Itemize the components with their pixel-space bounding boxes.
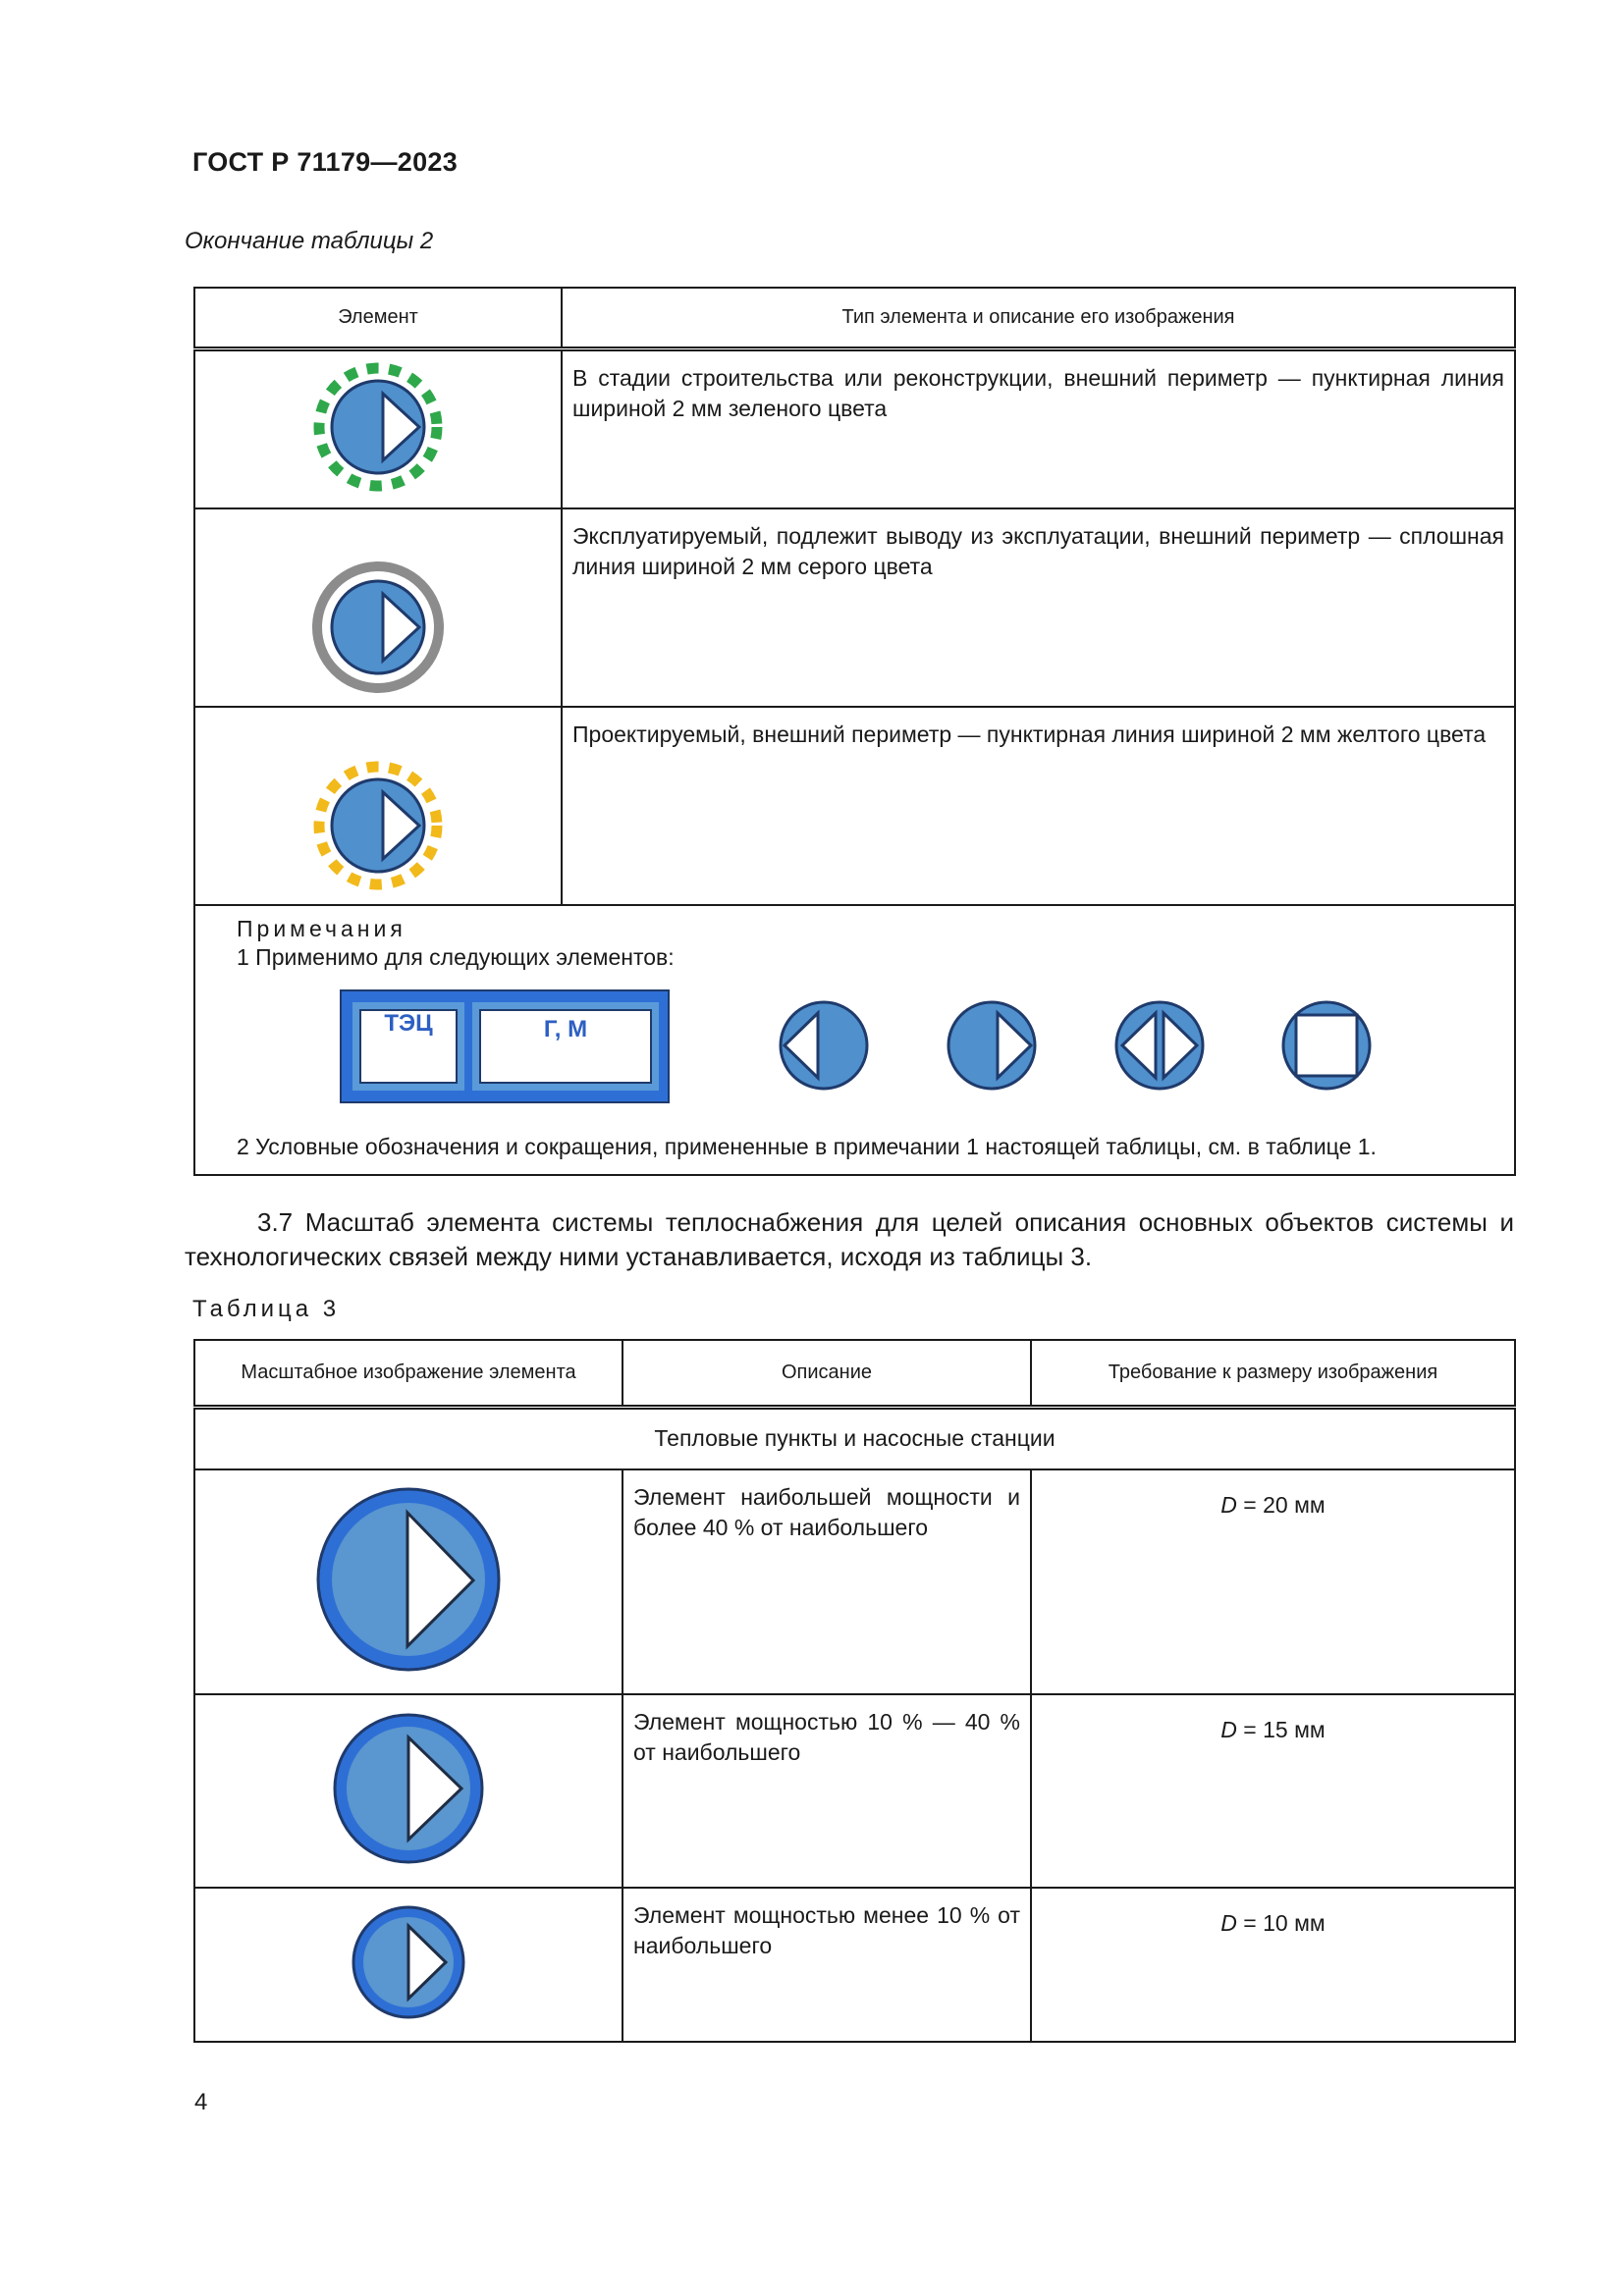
note-2: 2 Условные обозначения и сокращения, примененные в примечании 1 настоящей таблицы, см. в таблице 1. (237, 1134, 1377, 1159)
table3-image-cell (194, 1469, 623, 1694)
table2-icon-cell (194, 508, 562, 707)
table3-description: Элемент наибольшей мощности и более 40 % от наибольшего (623, 1469, 1031, 1694)
table3-header-image: Масштабное изображение элемента (194, 1340, 623, 1407)
square-circle-icon (1279, 998, 1374, 1093)
notes-title: Примечания (237, 916, 406, 941)
chp-label: ТЭЦ (384, 1010, 433, 1037)
table3-description: Элемент мощностью 10 % — 40 % от наибольшего (623, 1694, 1031, 1888)
table3-header-description: Описание (623, 1340, 1031, 1407)
table2-header-element: Элемент (194, 288, 562, 348)
table3-description: Элемент мощностью менее 10 % от наибольшего (623, 1888, 1031, 2042)
table2-icon-cell (194, 348, 562, 508)
table2-notes (194, 905, 1515, 1175)
table-row (194, 1469, 1515, 1694)
table3-section-heading: Тепловые пункты и насосные станции (194, 1407, 1515, 1469)
left-triangle-circle-icon (777, 998, 871, 1093)
paragraph-3-7: 3.7 Масштаб элемента системы теплоснабжения для целей описания основных объектов системы и технологических связей между ними устанавливается, исходя из таблицы 3. (185, 1207, 1514, 1271)
table3-header-requirement: Требование к размеру изображения (1031, 1340, 1515, 1407)
chp-block-icon (339, 988, 673, 1106)
table3-requirement: D = 15 мм (1031, 1694, 1515, 1888)
solid-gray-perimeter-icon (304, 554, 452, 701)
table2-description: Проектируемый, внешний периметр — пунктирная линия шириной 2 мм желтого цвета (562, 707, 1515, 905)
table3-requirement: D = 10 мм (1031, 1888, 1515, 2042)
unit-label: Г, М (543, 1016, 588, 1042)
double-triangle-circle-icon (1112, 998, 1207, 1093)
table2-description: Эксплуатируемый, подлежит выводу из эксплуатации, внешний периметр — сплошная линия шириной 2 мм серого цвета (562, 508, 1515, 707)
table-3 (193, 1339, 1516, 2043)
table-row (194, 508, 1515, 707)
document-code: ГОСТ Р 71179—2023 (192, 147, 459, 177)
medium-pump-symbol-icon (330, 1710, 487, 1867)
note-1: 1 Применимо для следующих элементов: (237, 944, 675, 970)
table-3-caption: Таблица 3 (192, 1296, 341, 1322)
table3-requirement: D = 20 мм (1031, 1469, 1515, 1694)
table3-image-cell (194, 1888, 623, 2042)
table2-description: В стадии строительства или реконструкции, внешний периметр — пунктирная линия шириной 2 мм зеленого цвета (562, 348, 1515, 508)
dotted-green-perimeter-icon (304, 353, 452, 501)
table-continuation-caption: Окончание таблицы 2 (185, 228, 434, 254)
table2-header-type: Тип элемента и описание его изображения (562, 288, 1515, 348)
table2-icon-cell (194, 707, 562, 905)
table3-image-cell (194, 1694, 623, 1888)
small-pump-symbol-icon (350, 1903, 467, 2021)
dotted-yellow-perimeter-icon (304, 752, 452, 899)
table-row (194, 348, 1515, 508)
table-row (194, 1888, 1515, 2042)
page-number: 4 (194, 2089, 208, 2115)
right-triangle-circle-icon (945, 998, 1039, 1093)
table-2 (193, 287, 1516, 1176)
large-pump-symbol-icon (312, 1483, 505, 1676)
table-row (194, 1694, 1515, 1888)
table-row (194, 707, 1515, 905)
